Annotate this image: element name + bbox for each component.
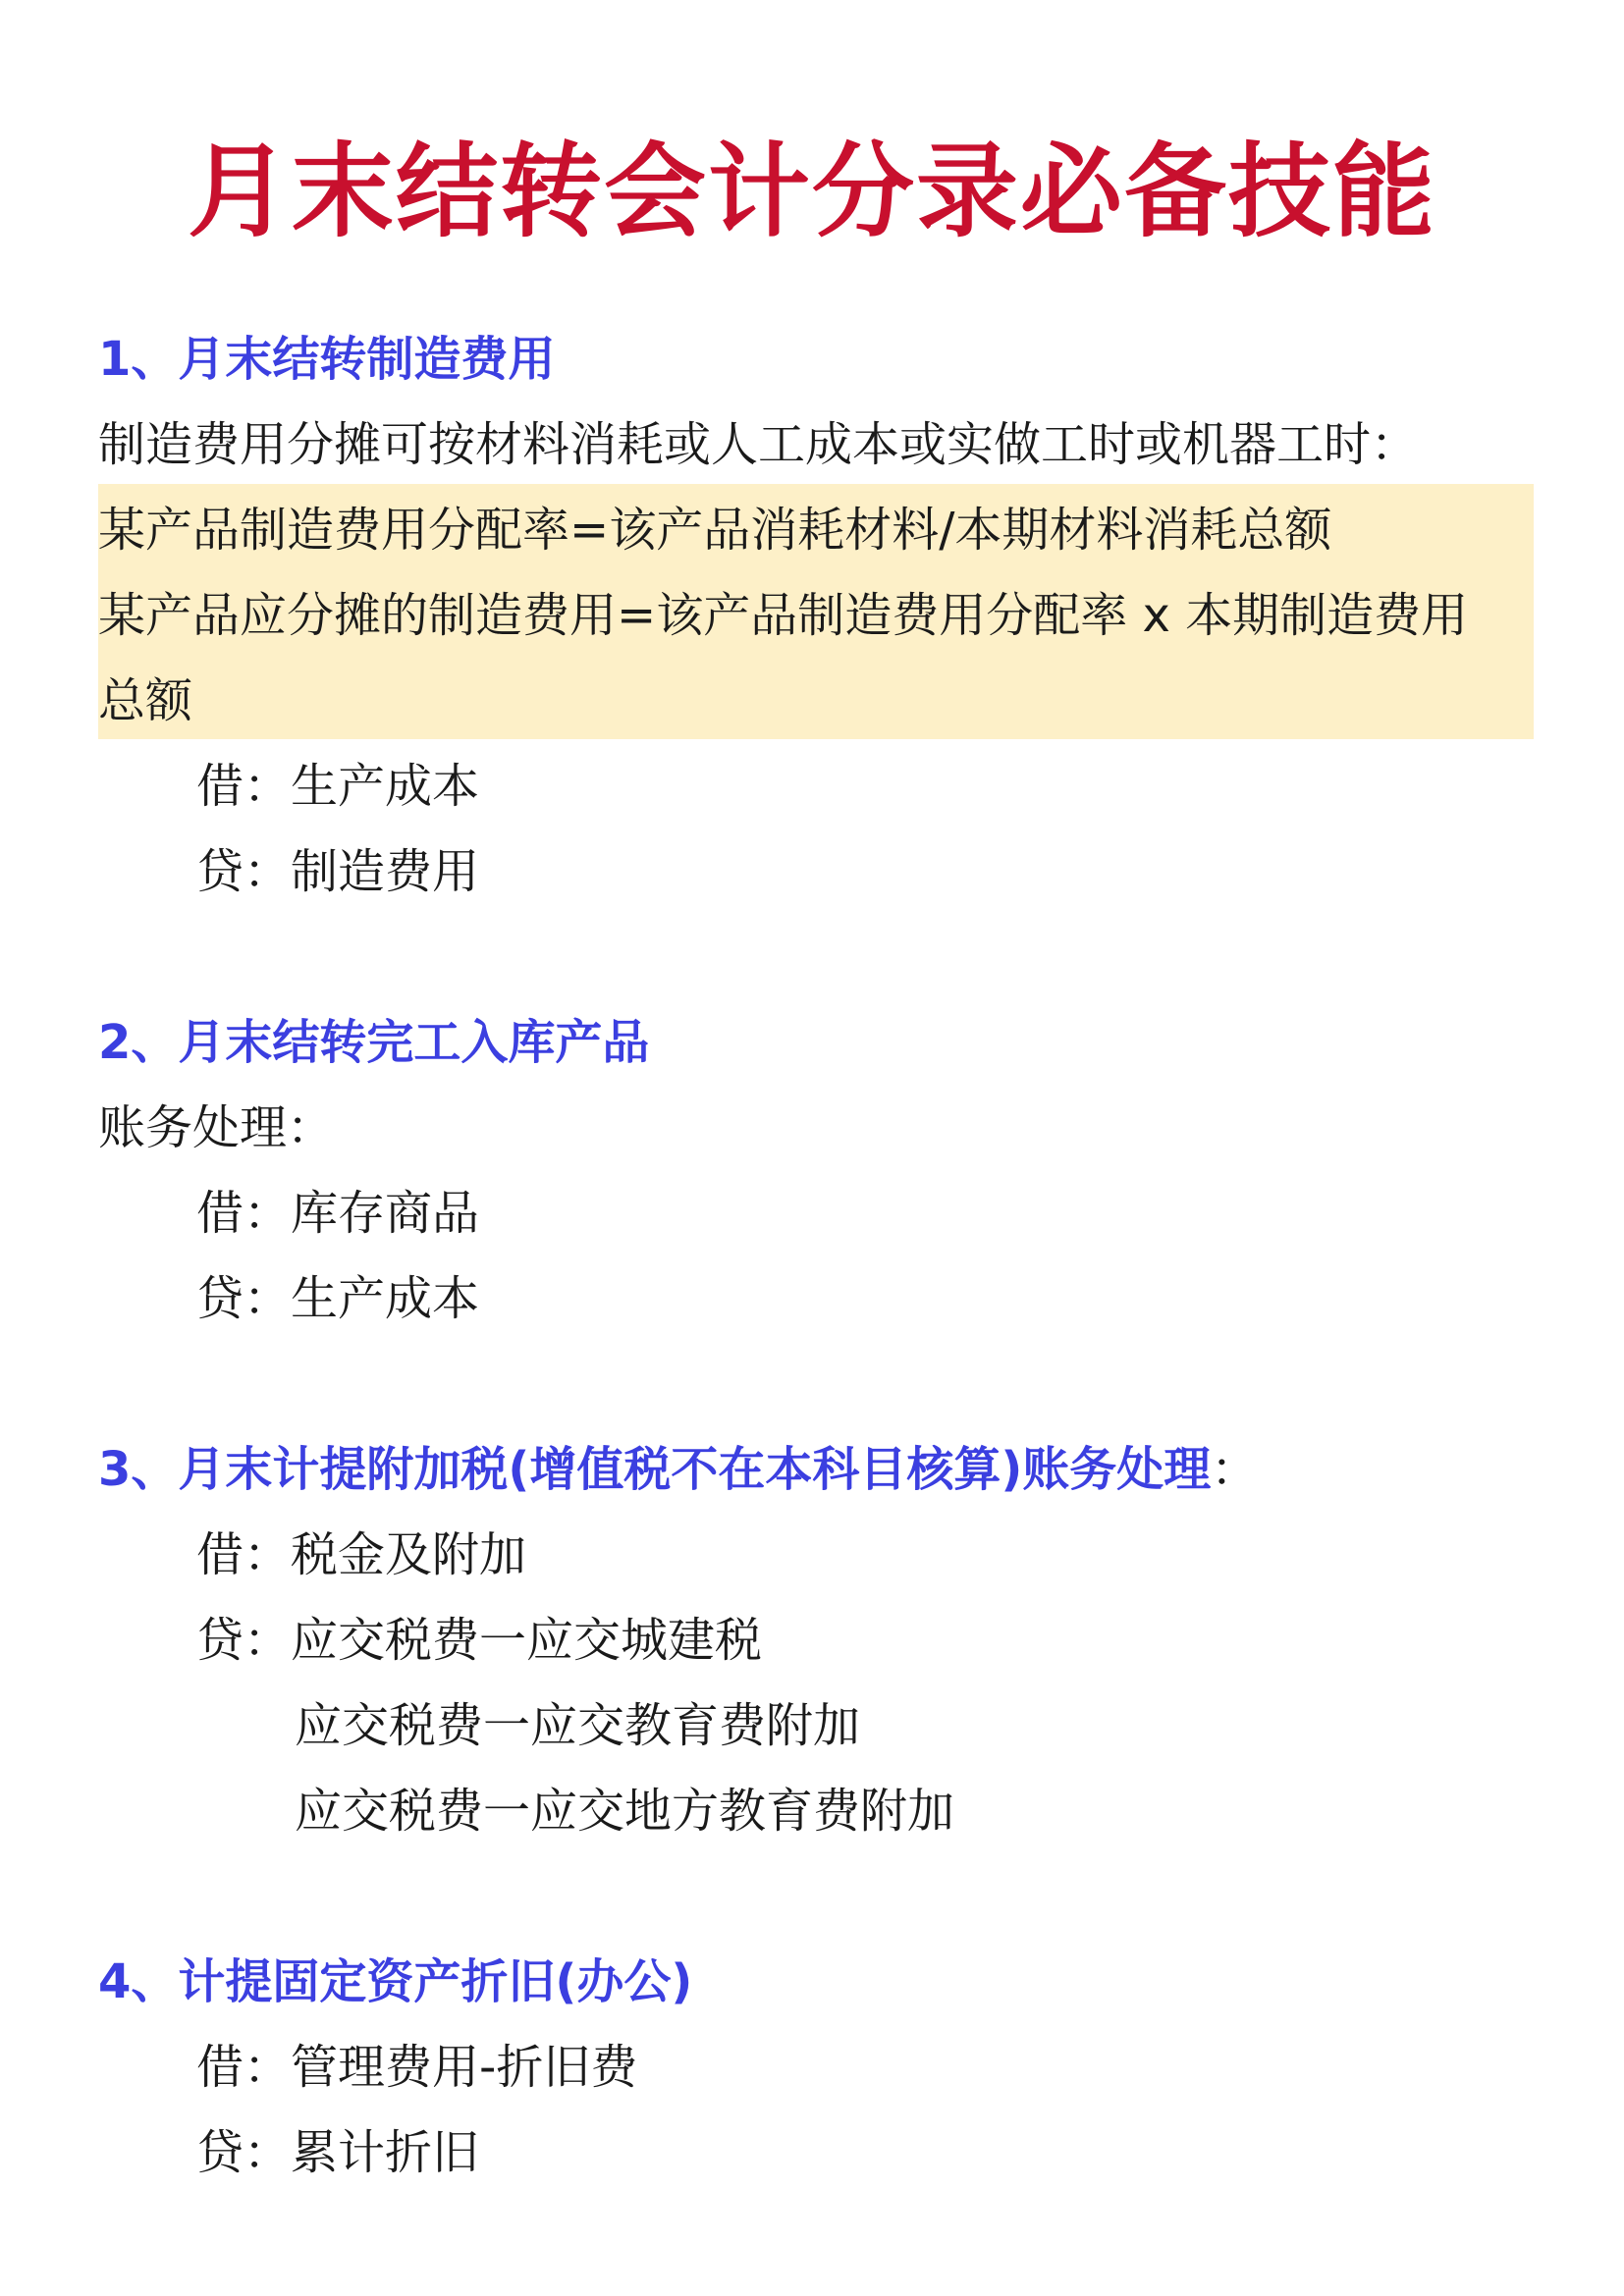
section-3-heading: [98, 1435, 1258, 1504]
formula-allocation-rate: 某产品制造费用分配率=该产品消耗材料/本期材料消耗总额: [98, 503, 1332, 558]
section-1-debit: 借：生产成本: [196, 759, 480, 814]
section-3-credit-3: 应交税费一应交地方教育费附加: [295, 1784, 955, 1839]
section-1-description: 制造费用分摊可按材料消耗或人工成本或实做工时或机器工时：: [98, 417, 1419, 472]
section-4-heading: 4、计提固定资产折旧(办公): [98, 1954, 693, 2009]
section-4-credit: 贷：累计折旧: [196, 2125, 480, 2180]
section-3-credit-2: 应交税费一应交教育费附加: [295, 1698, 861, 1753]
formula-allocated-cost-line2: 总额: [98, 673, 193, 728]
section-3-heading-text: 3、月末计提附加税(增值税不在本科目核算)账务处理: [98, 1442, 1212, 1497]
section-2-debit: 借：库存商品: [196, 1186, 480, 1241]
section-1-heading: 1、月末结转制造费用: [98, 332, 556, 387]
section-4-debit: 借：管理费用-折旧费: [196, 2040, 638, 2095]
section-3-credit: 贷：应交税费一应交城建税: [196, 1613, 763, 1668]
section-2-heading: 2、月末结转完工入库产品: [98, 1015, 650, 1070]
section-2-credit: 贷：生产成本: [196, 1271, 480, 1326]
section-3-heading-colon: ：: [1211, 1442, 1259, 1497]
section-1-credit: 贷：制造费用: [196, 844, 480, 899]
section-2-description: 账务处理：: [98, 1100, 335, 1155]
page-title: 月末结转会计分录必备技能: [187, 132, 1436, 251]
formula-allocated-cost-line1: 某产品应分摊的制造费用=该产品制造费用分配率 x 本期制造费用: [98, 588, 1469, 643]
section-3-debit: 借：税金及附加: [196, 1527, 527, 1582]
